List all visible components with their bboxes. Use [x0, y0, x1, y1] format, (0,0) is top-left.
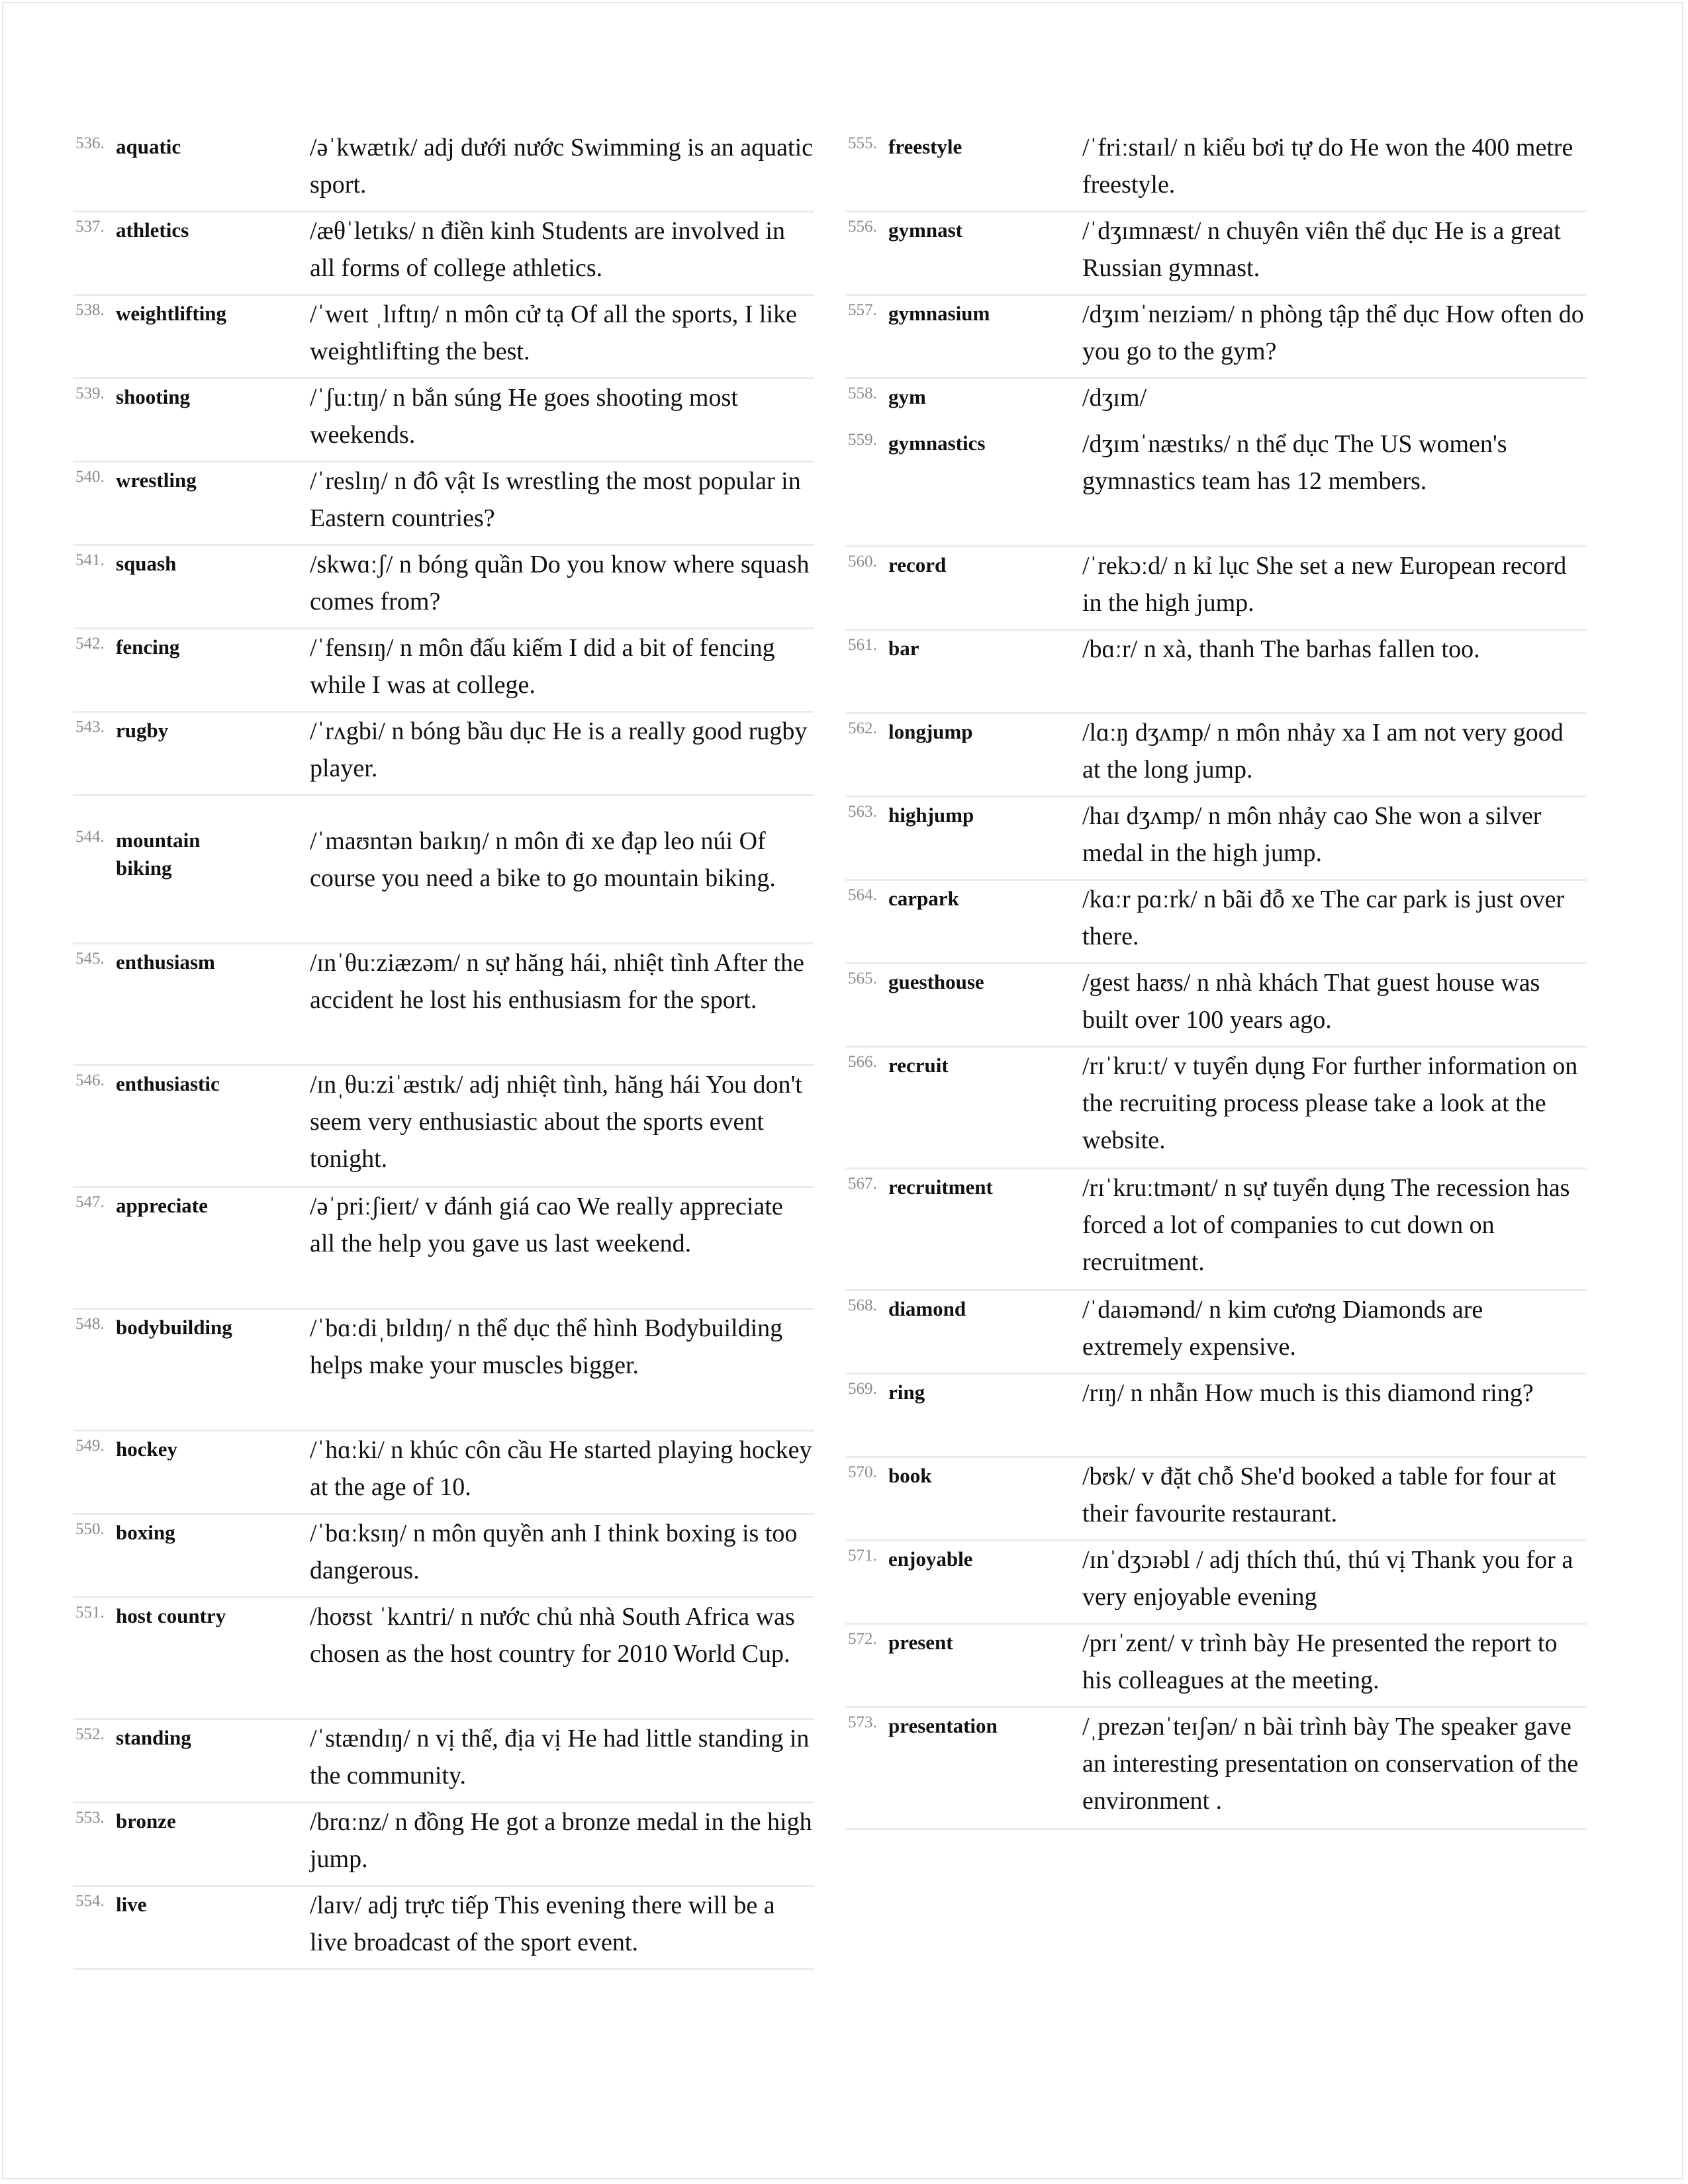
entry-definition: /əˈkwætɪk/ adj dưới nước Swimming is an aquatic sport. [310, 134, 813, 199]
entry-word: boxing [116, 1521, 175, 1544]
vocab-entry [845, 296, 1587, 379]
entry-word: presentation [888, 1714, 998, 1737]
entry-number: 552. [75, 1725, 105, 1743]
entry-definition: /əˈpriːʃieɪt/ v đánh giá cao We really appreciate all the help you gave us last weekend. [310, 1193, 783, 1257]
entry-definition: /dʒɪmˈneɪziəm/ n phòng tập thể dục How often do you go to the gym? [1082, 300, 1584, 365]
vocab-entry [845, 379, 1587, 426]
vocab-entry [73, 1432, 814, 1515]
entry-definition: /ˈbɑːksɪŋ/ n môn quyền anh I think boxing is too dangerous. [310, 1520, 798, 1584]
entry-number: 541. [75, 551, 105, 569]
entry-word: hockey [116, 1437, 177, 1461]
entry-word: gymnasium [888, 302, 990, 325]
entry-number: 559. [848, 431, 877, 449]
entry-definition: /ˈhɑːki/ n khúc côn cầu He started playing hockey at the age of 10. [310, 1436, 812, 1501]
entry-word: gymnast [888, 218, 962, 242]
entry-number: 560. [848, 553, 877, 570]
entry-number: 555. [848, 134, 877, 152]
vocab-entry [845, 881, 1587, 964]
entry-number: 549. [75, 1437, 105, 1455]
vocab-entry [845, 714, 1587, 797]
entry-definition: /ˈdaɪəmənd/ n kim cương Diamonds are extremely expensive. [1082, 1296, 1483, 1361]
entry-definition: /ˈfriːstaɪl/ n kiểu bơi tự do He won the 400 metre freestyle. [1082, 134, 1573, 199]
entry-word: freestyle [888, 135, 962, 158]
entry-definition: /laɪv/ adj trực tiếp This evening there will be a live broadcast of the sport event. [310, 1891, 775, 1956]
entry-number: 542. [75, 635, 105, 653]
vocab-entry [73, 1887, 814, 1970]
vocab-entry [73, 1598, 814, 1720]
entry-definition: /dʒɪmˈnæstɪks/ n thể dục The US women's gymnastics team has 12 members. [1082, 430, 1507, 495]
entry-word: rugby [116, 719, 169, 742]
entry-word: ring [888, 1381, 925, 1404]
entry-definition: /skwɑːʃ/ n bóng quần Do you know where squash comes from? [310, 551, 810, 615]
entry-number: 538. [75, 301, 105, 319]
entry-definition: /ɪnˌθuːziˈæstɪk/ adj nhiệt tình, hăng hái You don't seem very enthusiastic about the sports event tonight. [310, 1071, 802, 1173]
vocab-entry [845, 1708, 1587, 1830]
entry-definition: /æθˈletɪks/ n điền kinh Students are involved in all forms of college athletics. [310, 217, 785, 282]
vocab-entry [73, 1720, 814, 1803]
entry-definition: /kɑːr pɑːrk/ n bãi đỗ xe The car park is just over there. [1082, 886, 1565, 950]
entry-number: 546. [75, 1071, 105, 1089]
entry-number: 544. [75, 828, 105, 846]
entry-definition: /ˈmaʊntən baɪkɪŋ/ n môn đi xe đạp leo núi Of course you need a bike to go mountain biking. [310, 827, 776, 892]
entry-word: guesthouse [888, 970, 984, 993]
entry-definition: /hoʊst ˈkʌntri/ n nước chủ nhà South Africa was chosen as the host country for 2010 World Cup. [310, 1603, 795, 1668]
entry-definition: /ˈrʌgbi/ n bóng bầu dục He is a really good rugby player. [310, 717, 808, 782]
entry-definition: /ˈweɪt ˌlɪftɪŋ/ n môn cử tạ Of all the sports, I like weightlifting the best. [310, 300, 797, 365]
entry-definition: /ˈbɑːdiˌbɪldɪŋ/ n thể dục thể hình Bodybuilding helps make your muscles bigger. [310, 1314, 783, 1379]
vocab-entry [845, 426, 1587, 547]
vocab-entry [73, 1066, 814, 1188]
entry-number: 567. [848, 1175, 877, 1193]
entry-word: bronze [116, 1809, 176, 1833]
entry-word: record [888, 553, 947, 576]
vocab-entry [845, 1291, 1587, 1375]
entry-word: gymnastics [888, 432, 986, 455]
vocab-entry [845, 797, 1587, 881]
vocab-entry [845, 212, 1587, 296]
vocab-entry [73, 1515, 814, 1598]
entry-definition: /rɪˈkruːtmənt/ n sự tuyển dụng The recession has forced a lot of companies to cut down on recruitment. [1082, 1174, 1570, 1276]
entry-number: 556. [848, 218, 877, 236]
entry-definition: /gest haʊs/ n nhà khách That guest house was built over 100 years ago. [1082, 969, 1540, 1034]
entry-word: longjump [888, 720, 973, 743]
entry-definition: /ˈstændɪŋ/ n vị thế, địa vị He had little standing in the community. [310, 1725, 810, 1790]
entry-definition: /ˈfensɪŋ/ n môn đấu kiếm I did a bit of fencing while I was at college. [310, 634, 775, 699]
entry-word: bar [888, 637, 919, 660]
entry-word: weightlifting [116, 302, 227, 325]
entry-word: recruitment [888, 1175, 993, 1199]
entry-definition: /haɪ dʒʌmp/ n môn nhảy cao She won a silver medal in the high jump. [1082, 802, 1542, 867]
vocab-entry [73, 296, 814, 379]
vocab-entry [845, 1169, 1587, 1291]
entry-word: mountain biking [116, 829, 201, 880]
entry-number: 543. [75, 718, 105, 736]
entry-word: aquatic [116, 135, 181, 158]
entry-definition: /ˈʃuːtɪŋ/ n bắn súng He goes shooting most weekends. [310, 384, 738, 449]
vocab-entry [73, 212, 814, 296]
entry-definition: /ɪnˈdʒɔɪəbl / adj thích thú, thú vị Thank you for a very enjoyable evening [1082, 1546, 1573, 1611]
entry-number: 561. [848, 636, 877, 654]
entry-number: 554. [75, 1892, 105, 1910]
entry-number: 551. [75, 1604, 105, 1621]
vocab-entry [73, 944, 814, 1066]
entry-word: live [116, 1893, 147, 1916]
vocab-entry [845, 1625, 1587, 1708]
entry-definition: /prɪˈzent/ v trình bày He presented the report to his colleagues at the meeting. [1082, 1629, 1558, 1694]
entry-number: 547. [75, 1193, 105, 1211]
entry-word: present [888, 1631, 953, 1654]
entry-number: 568. [848, 1297, 877, 1314]
entry-definition: /dʒɪm/ [1082, 384, 1147, 412]
vocab-entry [845, 547, 1587, 631]
entry-number: 573. [848, 1713, 877, 1731]
entry-word: book [888, 1464, 932, 1487]
entry-word: gym [888, 385, 926, 408]
entry-definition: /ˈdʒɪmnæst/ n chuyên viên thể dục He is a great Russian gymnast. [1082, 217, 1561, 282]
vocab-entry [73, 823, 814, 944]
vocab-entry [73, 463, 814, 546]
entry-definition: /bɑːr/ n xà, thanh The barhas fallen too. [1082, 635, 1480, 663]
vocab-entry [845, 1541, 1587, 1625]
entry-definition: /ˌprezənˈteɪʃən/ n bài trình bày The speaker gave an interesting presentation on conservation of the environment . [1082, 1713, 1579, 1815]
entry-word: squash [116, 552, 177, 575]
entry-number: 563. [848, 803, 877, 821]
vocab-entry [845, 129, 1587, 212]
vocab-column-left [73, 129, 814, 1970]
entry-word: athletics [116, 218, 189, 242]
entry-number: 557. [848, 301, 877, 319]
entry-word: diamond [888, 1297, 966, 1320]
entry-number: 536. [75, 134, 105, 152]
entry-word: enthusiastic [116, 1072, 220, 1095]
vocab-entry [845, 1458, 1587, 1541]
entry-definition: /ˈreslɪŋ/ n đô vật Is wrestling the most popular in Eastern countries? [310, 467, 801, 532]
entry-number: 570. [848, 1463, 877, 1481]
entry-definition: /rɪˈkruːt/ v tuyển dụng For further information on the recruiting process please take a look at the website. [1082, 1052, 1578, 1154]
entry-number: 571. [848, 1547, 877, 1565]
spacer [73, 796, 814, 823]
entry-number: 564. [848, 886, 877, 904]
entry-number: 540. [75, 468, 105, 486]
vocab-entry [845, 631, 1587, 714]
entry-definition: /ɪnˈθuːziæzəm/ n sự hăng hái, nhiệt tình After the accident he lost his enthusiasm for the sport. [310, 949, 804, 1014]
vocab-entry [845, 1048, 1587, 1169]
entry-number: 566. [848, 1053, 877, 1071]
entry-word: carpark [888, 887, 959, 910]
entry-number: 569. [848, 1380, 877, 1398]
entry-word: appreciate [116, 1194, 208, 1217]
entry-word: standing [116, 1726, 191, 1749]
entry-definition: /ˈrekɔːd/ n kỉ lục She set a new European record in the high jump. [1082, 552, 1567, 617]
entry-number: 565. [848, 970, 877, 987]
vocab-entry [845, 964, 1587, 1048]
entry-number: 545. [75, 950, 105, 968]
entry-word: enjoyable [888, 1547, 973, 1570]
entry-definition: /bʊk/ v đặt chỗ She'd booked a table for four at their favourite restaurant. [1082, 1463, 1556, 1527]
entry-word: shooting [116, 385, 190, 408]
vocab-entry [73, 129, 814, 212]
entry-word: enthusiasm [116, 950, 215, 974]
entry-word: recruit [888, 1054, 949, 1077]
vocab-column-right [845, 129, 1587, 1830]
entry-number: 572. [848, 1630, 877, 1648]
entry-number: 548. [75, 1315, 105, 1333]
vocab-entry [845, 1375, 1587, 1458]
entry-number: 539. [75, 385, 105, 402]
entry-word: highjump [888, 803, 974, 827]
vocab-entry [73, 1188, 814, 1310]
entry-word: fencing [116, 635, 180, 659]
vocab-entry [73, 1310, 814, 1432]
vocab-entry [73, 629, 814, 713]
entry-word: wrestling [116, 469, 197, 492]
entry-definition: /rɪŋ/ n nhẫn How much is this diamond ring? [1082, 1379, 1534, 1407]
entry-number: 553. [75, 1809, 105, 1827]
vocab-entry [73, 713, 814, 796]
entry-definition: /brɑːnz/ n đồng He got a bronze medal in the high jump. [310, 1808, 812, 1873]
entry-number: 550. [75, 1520, 105, 1538]
entry-word: bodybuilding [116, 1316, 232, 1339]
vocab-entry [73, 379, 814, 463]
vocab-entry [73, 1803, 814, 1887]
entry-word: host country [116, 1604, 226, 1627]
entry-number: 558. [848, 385, 877, 402]
entry-number: 537. [75, 218, 105, 236]
entry-number: 562. [848, 719, 877, 737]
vocab-entry [73, 546, 814, 629]
entry-definition: /lɑːŋ dʒʌmp/ n môn nhảy xa I am not very good at the long jump. [1082, 719, 1564, 784]
